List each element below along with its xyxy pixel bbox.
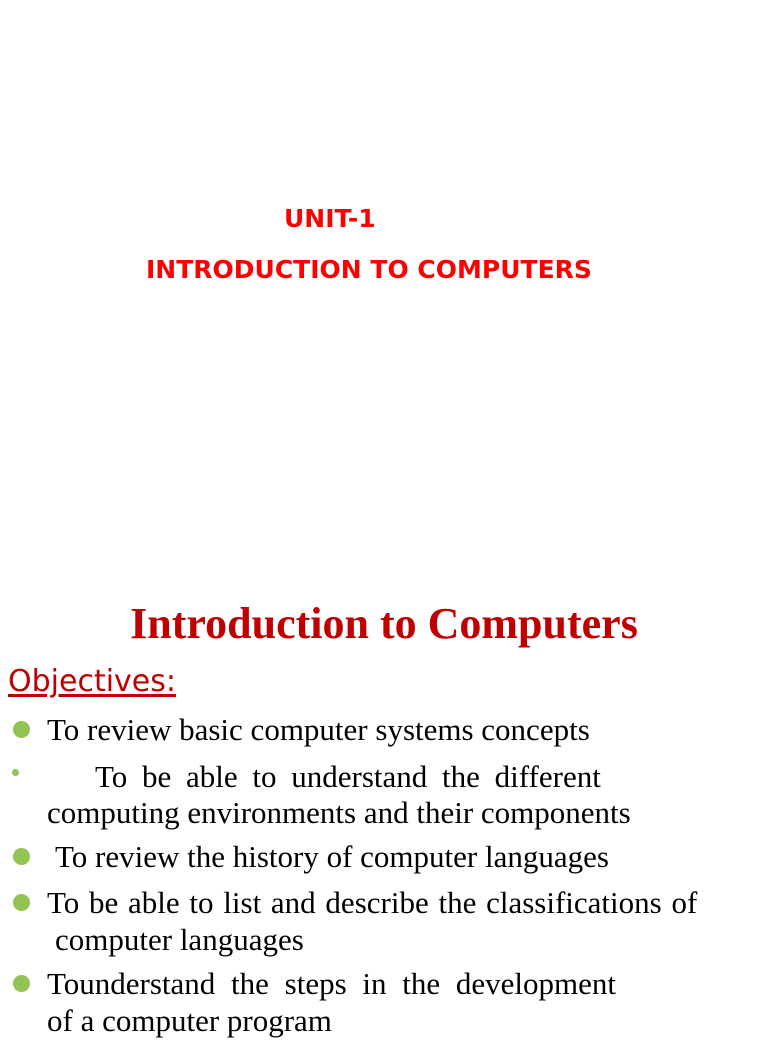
bullet-text: To review the history of computer languages	[55, 839, 609, 874]
bullet-text: To review basic computer systems concepts	[47, 712, 590, 747]
slide-title: Introduction to Computers	[130, 599, 638, 648]
unit-label: UNIT-1	[284, 204, 376, 233]
unit-title: INTRODUCTION TO COMPUTERS	[146, 255, 592, 284]
bullet-dot-icon	[13, 848, 30, 865]
bullet-text-line: To be able to understand the different	[95, 759, 601, 794]
bullet-text-line: Tounderstand the steps in the development	[47, 966, 617, 1001]
objectives-heading: Objectives:	[8, 664, 176, 699]
content-slide	[0, 540, 768, 1038]
bullet-text-line: of a computer program	[47, 1003, 332, 1038]
bullet-text: To be able to list and describe the classifications of	[47, 885, 698, 920]
bullet-text	[47, 965, 616, 1003]
bullet-dot-icon	[13, 975, 30, 992]
bullet-dot-icon	[12, 769, 19, 776]
bullet-dot-icon	[13, 721, 30, 738]
bullet-text	[95, 758, 640, 796]
bullet-text-line: computing environments and their components	[47, 795, 631, 830]
bullet-dot-icon	[13, 894, 30, 911]
bullet-text-line: computer languages	[55, 922, 304, 957]
